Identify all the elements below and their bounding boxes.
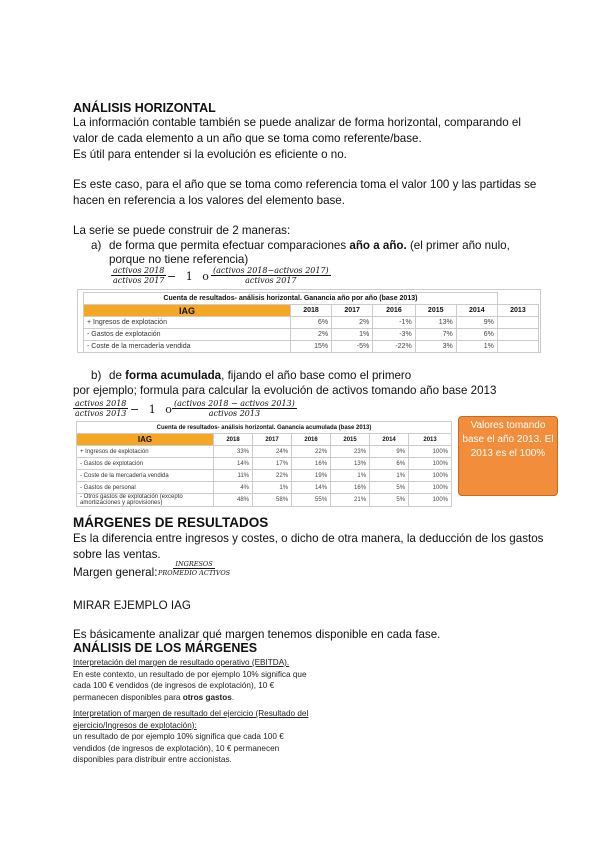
table-cell: 2% (291, 329, 332, 341)
table-cell: 1% (253, 482, 292, 494)
table-cell: 6% (456, 329, 497, 341)
table-cell: 4% (214, 482, 253, 494)
table-title: Cuenta de resultados- análisis horizontal. Ganancia acumulada (base 2013) (77, 422, 452, 434)
table-cell: 33% (214, 446, 253, 458)
table-cell: 55% (292, 494, 331, 507)
formula-fraction: (activos 2018−activos 2017) activos 2017 (213, 266, 329, 285)
row-label: + Ingresos de explotación (77, 446, 214, 458)
table-cell: -5% (332, 341, 373, 353)
section-title-margins-analysis: ANÁLISIS DE LOS MÁRGENES (73, 641, 258, 655)
table-label: IAG (77, 434, 214, 446)
year-header: 2014 (370, 434, 409, 446)
table-cell: 5% (370, 482, 409, 494)
table-cell: 17% (253, 458, 292, 470)
table-cell: -22% (373, 341, 415, 353)
table-cell: 24% (253, 446, 292, 458)
table-row (84, 329, 539, 341)
table-cell (497, 341, 538, 353)
table-cell: 13% (415, 317, 456, 329)
paragraph-line: Es útil para entender si la evolución es eficiente o no. (73, 148, 347, 161)
table-cell: 48% (214, 494, 253, 507)
margin-box-ebitda: Interpretación del margen de resultado operativo (EBITDA). En este contexto, un resultado de por ejemplo 10% significa que cada 100 € vendidos (de ingresos de explotación), 10 € permanecen disponibles para otros gastos. (73, 658, 307, 702)
table-cell: 16% (331, 482, 370, 494)
table-cell (497, 329, 538, 341)
year-header: 2013 (409, 434, 452, 446)
paragraph-line: Es este caso, para el año que se toma como referencia toma el valor 100 y las partidas se (73, 178, 537, 191)
paragraph-line: sobre las ventas. (73, 548, 161, 561)
option-b-line2: por ejemplo; formula para calcular la evolución de activos tomando año base 2013 (73, 384, 497, 397)
year-header: 2018 (214, 434, 253, 446)
table-cell: 1% (370, 470, 409, 482)
table-cell: 5% (370, 494, 409, 507)
table-row (77, 494, 452, 507)
table-cell: 6% (370, 458, 409, 470)
table-cell: 1% (332, 329, 373, 341)
table-cell: -3% (373, 329, 415, 341)
margin-label: Margen general: (73, 566, 158, 579)
table-cell: 100% (409, 470, 452, 482)
year-header: 2016 (292, 434, 331, 446)
table-cell: 16% (292, 458, 331, 470)
row-label: - Coste de la mercadería vendida (84, 341, 291, 353)
year-header: 2017 (332, 305, 373, 317)
table-cell: 14% (292, 482, 331, 494)
table-cell: 23% (331, 446, 370, 458)
table-cell: 19% (292, 470, 331, 482)
table-cell: 100% (409, 446, 452, 458)
list-marker: a) (91, 239, 102, 252)
formula-minus: − 1 o (167, 270, 212, 283)
table-cell (497, 317, 538, 329)
table-cell: 22% (253, 470, 292, 482)
option-b-line: de forma acumulada, fijando el año base como el primero (109, 369, 412, 382)
row-label: - Coste de la mercadería vendida (77, 470, 214, 482)
paragraph-line: hacen en referencia a los valores del elemento base. (73, 194, 345, 207)
year-header: 2016 (373, 305, 415, 317)
formula-fraction: INGRESOS PROMEDIO ACTIVOS (158, 560, 231, 577)
paragraph-line: MIRAR EJEMPLO IAG (73, 599, 191, 612)
table-year-by-year (83, 292, 539, 353)
table-row (77, 458, 452, 470)
table-cell: 13% (331, 458, 370, 470)
table-cell: 2% (332, 317, 373, 329)
table-cell: -1% (373, 317, 415, 329)
table-cell: 21% (331, 494, 370, 507)
table-title: Cuenta de resultados- análisis horizontal. Ganancia año por año (base 2013) (84, 293, 498, 305)
table-cell: 11% (214, 470, 253, 482)
table-cell: 100% (409, 458, 452, 470)
table-row (84, 317, 539, 329)
table-label: IAG (84, 305, 291, 317)
table-accumulated (76, 421, 452, 507)
table-row (77, 446, 452, 458)
table-cell: 9% (370, 446, 409, 458)
paragraph-line: La serie se puede construir de 2 maneras: (73, 224, 291, 237)
table-cell: 1% (456, 341, 497, 353)
paragraph-line: Es básicamente analizar qué margen tenemos disponible en cada fase. (73, 628, 441, 641)
option-a-line2: porque no tiene referencia) (109, 253, 249, 266)
paragraph-line: La información contable también se puede analizar de forma horizontal, comparando el (73, 116, 521, 129)
row-label: - Otros gastos de explotación (excepto amortizaciones y aprovisiones) (77, 494, 214, 507)
table-cell: 100% (409, 482, 452, 494)
year-header: 2014 (456, 305, 497, 317)
table-cell: 14% (214, 458, 253, 470)
table-cell: 3% (415, 341, 456, 353)
paragraph-line: Es la diferencia entre ingresos y costes, o dicho de otra manera, la deducción de los gastos (73, 532, 544, 545)
table-cell: 58% (253, 494, 292, 507)
year-header: 2015 (331, 434, 370, 446)
year-header: 2018 (291, 305, 332, 317)
formula-fraction: activos 2018 activos 2013 (75, 399, 127, 418)
row-label: + Ingresos de explotación (84, 317, 291, 329)
year-header: 2013 (497, 305, 538, 317)
row-label: - Gastos de personal (77, 482, 214, 494)
year-header: 2017 (253, 434, 292, 446)
table-cell: 9% (456, 317, 497, 329)
table-cell: 1% (331, 470, 370, 482)
callout-bubble: Valores tomando base el año 2013. El 2013 es el 100% (458, 416, 558, 496)
option-a-line: de forma que permita efectuar comparaciones año a año. (el primer año nulo, (109, 239, 510, 252)
table-row (77, 470, 452, 482)
margin-box-net: Interpretation of margen de resultado del ejercicio (Resultado del ejercicio/Ingresos de explotación): un resultado de por ejemplo 10% significa que cada 100 € vendidos (de ingresos de explotación), 10 € permanecen disponibles para distribuir entre accionistas. (73, 709, 309, 764)
formula-minus: − 1 o (130, 403, 175, 416)
formula-fraction: activos 2018 activos 2017 (113, 266, 165, 285)
formula-fraction: (activos 2018 − activos 2013) activos 2013 (174, 399, 295, 418)
row-label: - Gastos de explotación (77, 458, 214, 470)
list-marker: b) (91, 369, 102, 382)
table-cell: 6% (291, 317, 332, 329)
table-cell: 100% (409, 494, 452, 507)
paragraph-line: valor de cada elemento a un año que se toma como referente/base. (73, 132, 422, 145)
table-row (84, 341, 539, 353)
section-title-margins: MÁRGENES DE RESULTADOS (73, 515, 269, 530)
year-header: 2015 (415, 305, 456, 317)
table-row (77, 482, 452, 494)
table-cell: 22% (292, 446, 331, 458)
section-title-horizontal: ANÁLISIS HORIZONTAL (73, 101, 216, 115)
table-cell: 15% (291, 341, 332, 353)
row-label: - Gastos de explotación (84, 329, 291, 341)
table-cell: 7% (415, 329, 456, 341)
